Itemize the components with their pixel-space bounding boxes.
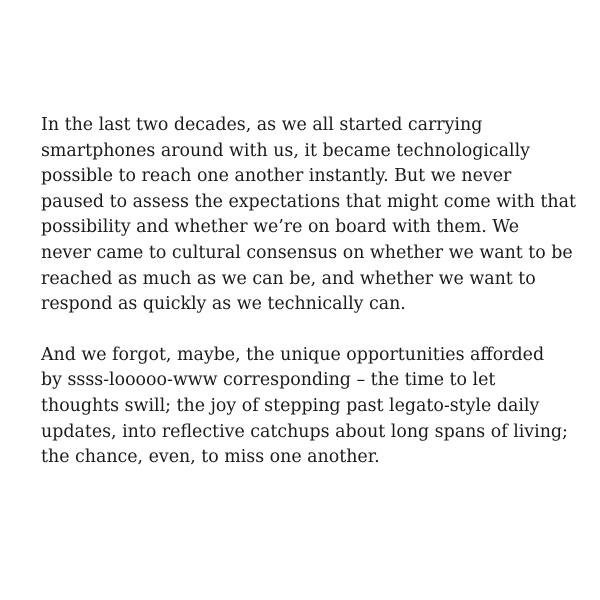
text-line: updates, into reflective catchups about long spans of living; bbox=[41, 421, 568, 442]
text-line: the chance, even, to miss one another. bbox=[41, 447, 380, 468]
text-line: reached as much as we can be, and whether we want to bbox=[41, 268, 536, 289]
text-line: never came to cultural consensus on whether we want to be bbox=[41, 242, 573, 263]
text-line: And we forgot, maybe, the unique opportunities afforded bbox=[41, 344, 545, 365]
text-line: by ssss-looooo-www corresponding – the time to let bbox=[41, 370, 496, 391]
text-line: In the last two decades, as we all started carrying bbox=[41, 115, 483, 135]
text-line: paused to assess the expectations that might come with that bbox=[41, 191, 576, 212]
paragraph-2 bbox=[41, 343, 571, 471]
text-line: smartphones around with us, it became technologically bbox=[41, 140, 530, 161]
text-line: thoughts swill; the joy of stepping past legato-style daily bbox=[41, 395, 540, 416]
body-text bbox=[41, 113, 576, 471]
text-line: possibility and whether we’re on board with them. We bbox=[41, 217, 520, 238]
paragraph-1 bbox=[41, 113, 576, 318]
text-line: respond as quickly as we technically can. bbox=[41, 294, 406, 315]
text-line: possible to reach one another instantly. But we never bbox=[41, 166, 512, 187]
